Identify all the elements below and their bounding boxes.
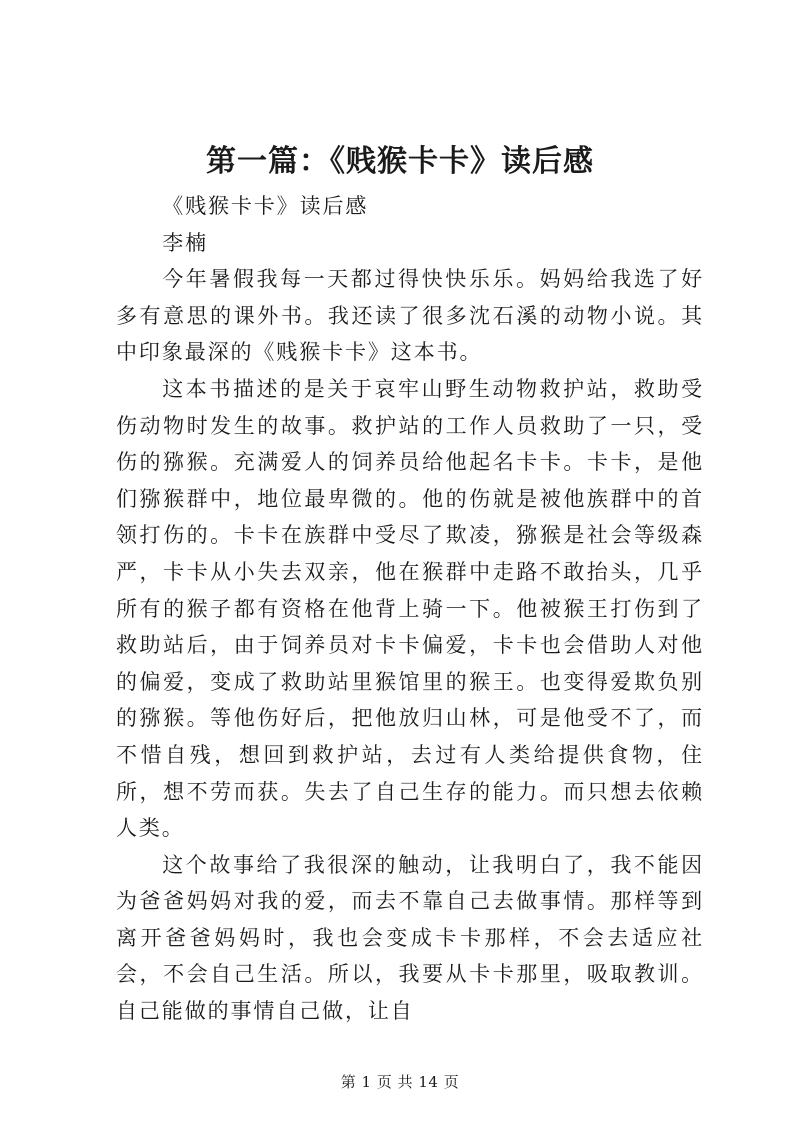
- subtitle-line: 《贱猴卡卡》读后感: [162, 194, 369, 218]
- author-line: 李楠: [162, 230, 208, 255]
- document-body: [116, 188, 704, 1030]
- paragraph-2: 这本书描述的是关于哀牢山野生动物救护站，救助受伤动物时发生的故事。救护站的工作人员救助了一只，受伤的猕猴。充满爱人的饲养员给他起名卡卡。卡卡，是他们猕猴群中，地位最卑微的。他的伤就是被他族群中的首领打伤的。卡卡在族群中受尽了欺凌，猕猴是社会等级森严，卡卡从小失去双亲，他在猴群中走路不敢抬头，几乎所有的猴子都有资格在他背上骑一下。他被猴王打伤到了救助站后，由于饲养员对卡卡偏爱，卡卡也会借助人对他的偏爱，变成了救助站里猴馆里的猴王。也变得爱欺负别的猕猴。等他伤好后，把他放归山林，可是他受不了，而不惜自残，想回到救护站，去过有人类给提供食物，住所，想不劳而获。失去了自己生存的能力。而只想去依赖人类。: [116, 376, 704, 841]
- page-number-footer: 第 1 页 共 14 页: [340, 1073, 460, 1091]
- document-title: 第一篇：《贱猴卡卡》读后感: [206, 144, 594, 179]
- paragraph-1: 今年暑假我每一天都过得快快乐乐。妈妈给我选了好多有意思的课外书。我还读了很多沈石溪的动物小说。其中印象最深的《贱猴卡卡》这本书。: [116, 267, 704, 365]
- paragraph-3: 这个故事给了我很深的触动，让我明白了，我不能因为爸爸妈妈对我的爱，而去不靠自己去做事情。那样等到离开爸爸妈妈时，我也会变成卡卡那样，不会去适应社会，不会自己生活。所以，我要从卡卡那里，吸取教训。自己能做的事情自己做，让自: [116, 852, 704, 1024]
